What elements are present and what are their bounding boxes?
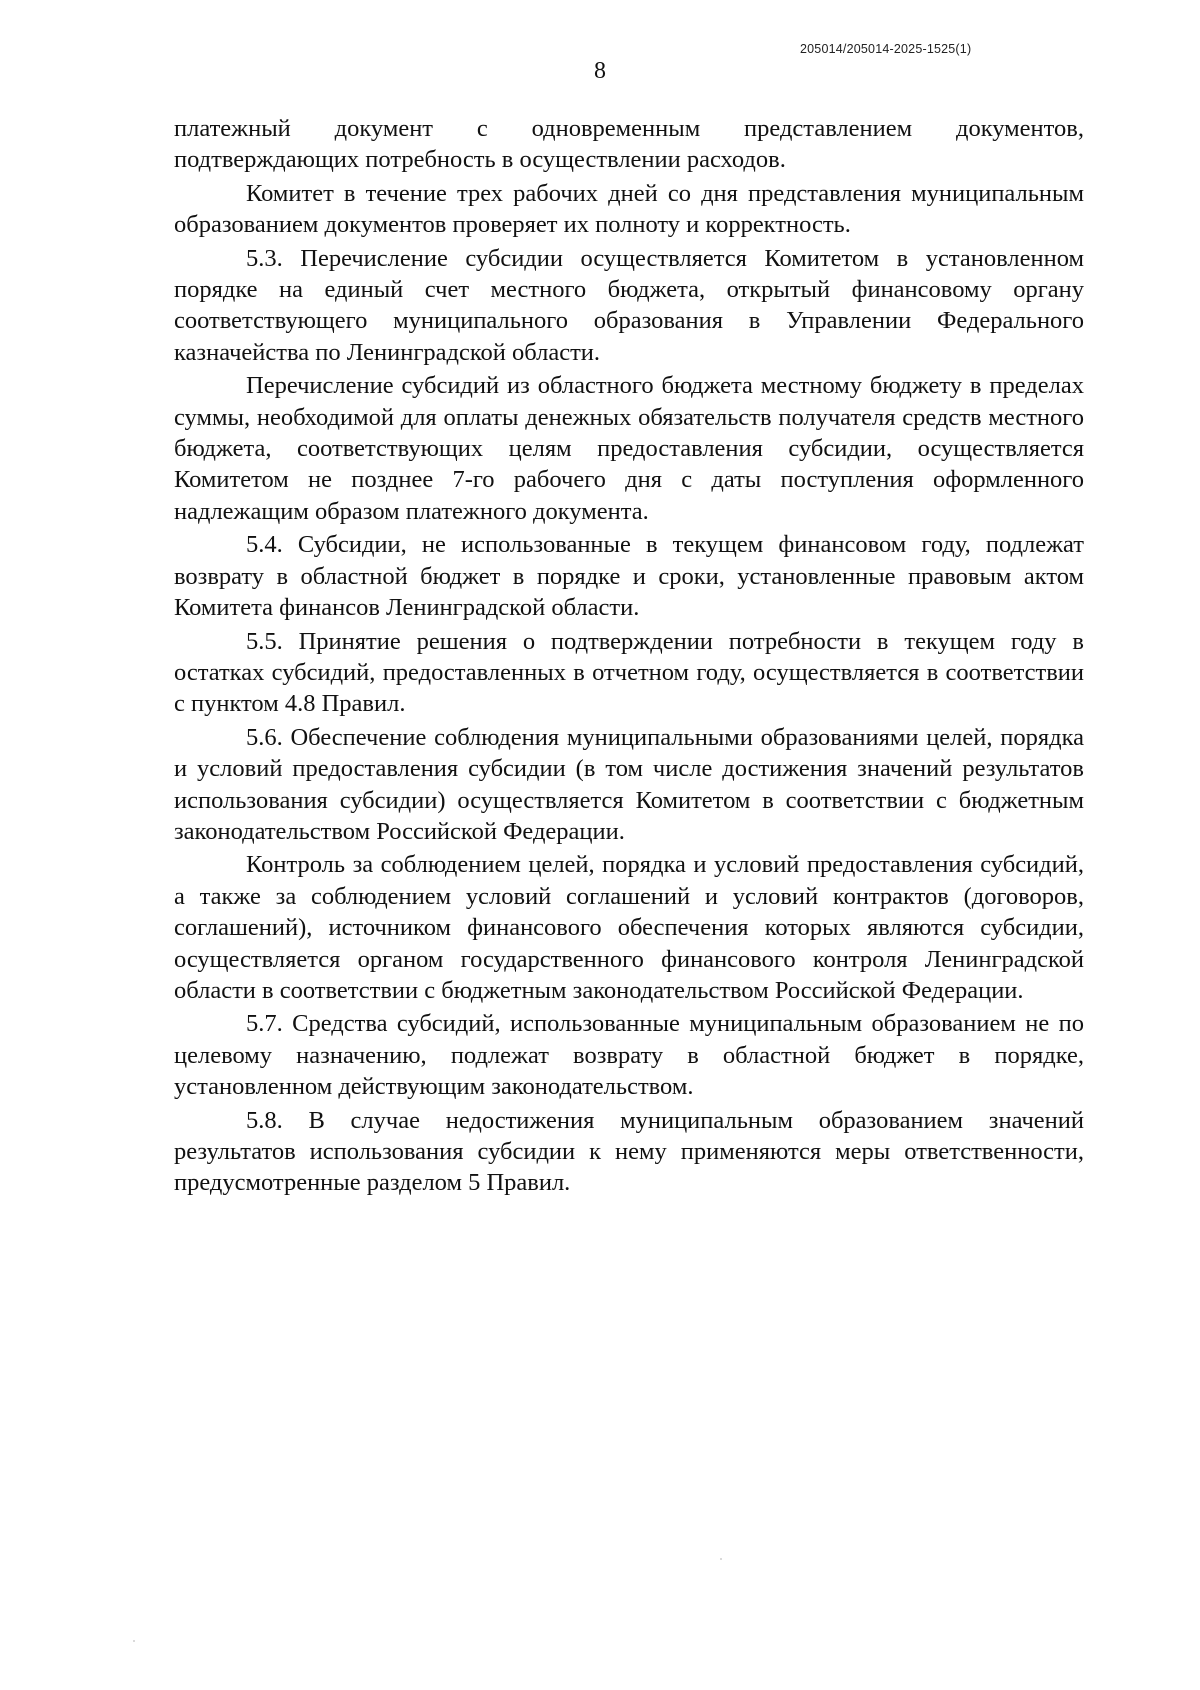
paragraph-5-3: 5.3. Перечисление субсидии осуществляется Комитетом в установленном порядке на единый счет местного бюджета, открытый финансовому органу соответствующего муниципального образования в Управлении Федерального казначейства по Ленинградской области. [174,244,1084,366]
paragraph-5-7: 5.7. Средства субсидий, использованные муниципальным образованием не по целевому назначению, подлежат возврату в областной бюджет в порядке, установленном действующим законодательством. [174,1010,1084,1101]
paragraph-control: Контроль за соблюдением целей, порядка и условий предоставления субсидий, а также за соблюдением условий соглашений и условий контрактов (договоров, соглашений), источником финансового обеспечения которых являются субсидии, осуществляется органом государственного финансового контроля Ленинградской области в соответствии с бюджетным законодательством Российской Федерации. [174,851,1084,1004]
document-registration-number: 205014/205014-2025-1525(1) [800,42,972,56]
scan-speck [133,1640,135,1642]
paragraph-transfer-of-subsidies: Перечисление субсидий из областного бюджета местному бюджету в пределах суммы, необходимой для оплаты денежных обязательств получателя средств местного бюджета, соответствующих целям предоставления субсидии, осуществляется Комитетом не позднее 7-го рабочего дня с даты поступления оформленного надлежащим образом платежного документа. [174,372,1084,525]
paragraph-5-8: 5.8. В случае недостижения муниципальным образованием значений результатов использования субсидии к нему применяются меры ответственности, предусмотренные разделом 5 Правил. [174,1106,1084,1197]
paragraph-5-5: 5.5. Принятие решения о подтверждении потребности в текущем году в остатках субсидий, предоставленных в отчетном году, осуществляется в соответствии с пунктом 4.8 Правил. [174,627,1084,718]
paragraph-5-6: 5.6. Обеспечение соблюдения муниципальными образованиями целей, порядка и условий предоставления субсидии (в том числе достижения значений результатов использования субсидии) осуществляется Комитетом в соответствии с бюджетным законодательством Российской Федерации. [174,723,1084,845]
paragraph-5-4: 5.4. Субсидии, не использованные в текущем финансовом году, подлежат возврату в областной бюджет в порядке и сроки, установленные правовым актом Комитета финансов Ленинградской области. [174,531,1084,622]
paragraph-committee-check: Комитет в течение трех рабочих дней со дня представления муниципальным образованием документов проверяет их полноту и корректность. [174,179,1084,239]
page-number: 8 [594,58,606,84]
document-body [174,113,1084,1199]
paragraph-continuation: платежный документ с одновременным представлением документов, подтверждающих потребность в осуществлении расходов. [174,115,1084,174]
scan-speck [720,1558,722,1560]
